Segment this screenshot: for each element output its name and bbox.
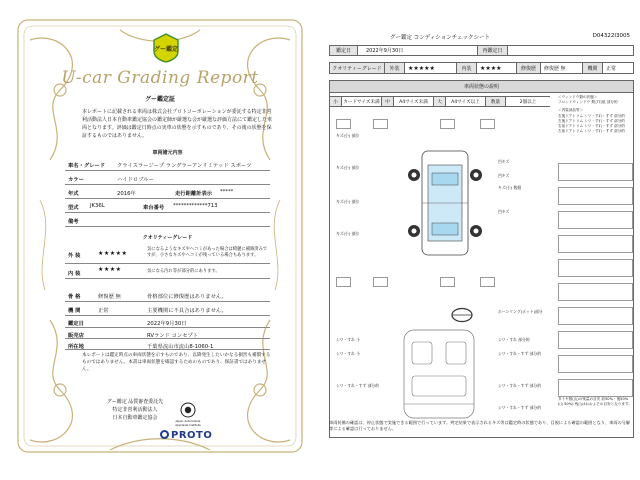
repair-label: 修復歴 (517, 63, 541, 73)
mileage-label: 走行距離計表示 (175, 191, 213, 197)
footer-row-address (65, 339, 270, 350)
damage-tag: シワ・すれ 小 (336, 351, 360, 356)
dealer-value: RVランド コンセプト (147, 333, 199, 339)
mechanical-key: 機 関 (68, 308, 81, 314)
repair-key: 骨 格 (68, 294, 81, 300)
notes-box (558, 163, 633, 181)
size-small-label: 小 (330, 97, 342, 106)
vehicle-status-panel (329, 80, 634, 438)
interior-note: 気になる汚れ等が部分的にあります。 (147, 269, 220, 274)
damage-tag: キズ(小) 部位 (336, 133, 360, 138)
proto-logo-text: PROTO (171, 430, 213, 441)
damage-tag: キズ(小) 数個 (498, 185, 522, 190)
tire-notes (558, 397, 634, 407)
field-row-year (65, 185, 270, 199)
size-legend-row (330, 96, 550, 107)
repair-note: 骨格部位に修復歴はありません。 (147, 294, 227, 300)
jaai-logo-icon (180, 402, 196, 418)
org-line: 特定非営利活動法人 (112, 407, 158, 413)
exterior-stars: ★★★★★ (98, 250, 128, 257)
right-notes (558, 95, 634, 134)
field-row-model (65, 199, 270, 213)
notes-box (558, 307, 633, 325)
panel-box (373, 277, 388, 287)
reappraisal-date-value (508, 46, 635, 55)
panel-box (440, 277, 455, 287)
car-top-diagram (390, 143, 500, 263)
panel-box (480, 277, 495, 287)
notes-box (558, 331, 633, 349)
quality-row-mechanical (65, 302, 270, 316)
exterior-label: 外装 (385, 63, 405, 73)
notes-box (558, 355, 633, 373)
damage-tag: シワ・すれ・すず 部分的 (498, 351, 542, 356)
vehicle-status-heading: 車両状態の説明 (330, 81, 633, 93)
note-line: 右後ドアトリム シワ・すれ・すず 部分的 (558, 113, 625, 118)
damage-tag: シワ・すれ 部分的 (498, 337, 530, 342)
footer-row-dealer (65, 328, 270, 339)
mileage-value: ***** (220, 189, 234, 195)
address-key: 所在地 (68, 344, 84, 350)
quality-row-repair (65, 288, 270, 302)
address-value: 千葉県流山市流山8-1060-1 (147, 344, 214, 350)
notes-box (558, 211, 633, 229)
field-row-name (65, 157, 270, 171)
size-large-desc: A4サイズ以上 (446, 97, 486, 106)
repair-status: 修復歴 無 (98, 294, 121, 300)
field-key: 備考 (68, 219, 79, 225)
badge-label: グー鑑定 (153, 46, 178, 53)
field-value: JK36L (90, 203, 105, 209)
org-line: 日本自動車鑑定協会 (112, 415, 158, 421)
date-value: 2022年9月30日 (147, 321, 187, 327)
damage-tag: キズ(小) 部位 (336, 231, 360, 236)
damage-tag: シワ・すれ 小 (336, 337, 360, 342)
organization-block (95, 398, 175, 422)
mechanical-label: 機関 (583, 63, 603, 73)
condition-check-sheet (320, 0, 640, 480)
panel-box (480, 119, 495, 129)
interior-stars: ★★★★ (98, 266, 122, 273)
dealer-key: 販売店 (68, 333, 84, 339)
field-value: ハイドロブルー (117, 177, 154, 183)
interior-key: 内 装 (68, 271, 81, 277)
note-line: ＜内装部品等＞ (558, 108, 584, 113)
interior-label: 内装 (457, 63, 477, 73)
field-row-color (65, 171, 270, 185)
damage-tag: 凹キズ (498, 173, 510, 178)
note-line: タイヤ数(山)の残量の目安 前50%・後50% (558, 397, 629, 401)
size-small-desc: カードサイズ未満 (342, 97, 382, 106)
sheet-header (320, 33, 640, 43)
field-key: 年式 (68, 191, 79, 197)
field-key: 車名・グレード (68, 163, 106, 169)
goo-appraisal-badge (151, 33, 181, 63)
note-line: (山 50%) 残山はおおよその目安となります。 (558, 402, 632, 407)
mechanical-status: 正常 (98, 308, 109, 314)
size-large-label: 大 (434, 97, 446, 106)
damage-tag: ホーンリング(ポット)部分 (498, 309, 543, 314)
note-line: 左前ドアトリム シワ・すれ・すず 部分的 (558, 129, 625, 134)
quality-label: クオリティーグレード (330, 63, 385, 73)
quantity-value: 2個以上 (519, 99, 537, 105)
notes-box (558, 187, 633, 205)
damage-tag: シワ・すれ・すず 部分的 (498, 405, 542, 410)
size-medium-label: 中 (382, 97, 394, 106)
notes-box (558, 259, 633, 277)
mechanical-value: 正常 (606, 65, 617, 72)
sheet-title: グー鑑定 コンディションチェックシート (390, 35, 491, 41)
notes-box (558, 283, 633, 301)
damage-tag: シワ・すれ・すず 部分的 (498, 383, 542, 388)
field-key: カラー (68, 177, 84, 183)
damage-tag: 凹キズ (498, 209, 510, 214)
quantity-label: 数量 (486, 97, 506, 106)
mechanical-note: 主要機関に不具合はありません。 (147, 308, 227, 314)
date-row (329, 45, 634, 56)
vehicle-section-heading: 車両諸元内容 (152, 150, 183, 156)
sheet-footer: 車両装備の確認は、停止状態で実施できる範囲で行っています。判定結果で表示されるキズ等は鑑定時の状態であり、目視による確認の範囲となり、車両の分解等による確認は行っておりません。 (329, 420, 631, 432)
repair-value: 修復歴 無 (541, 63, 583, 73)
quality-row-interior (65, 264, 270, 279)
interior-stars: ★★★★ (477, 63, 517, 73)
panel-box (440, 119, 455, 129)
proto-logo (160, 430, 212, 441)
damage-tag: シワ・すれ・すず 部分的 (336, 383, 380, 388)
damage-tag: キズ(小) 部位 (336, 199, 360, 204)
field-key: 型式 (68, 205, 79, 211)
exterior-stars: ★★★★★ (405, 63, 457, 73)
damage-tag: キズ(小) 部位 (336, 165, 360, 170)
damage-tag: 凹キズ (498, 159, 510, 164)
document-number: D04322I3005 (592, 33, 630, 39)
date-key: 鑑定日 (68, 321, 84, 327)
quality-section-heading: クオリティーグレード (142, 235, 193, 241)
jaai-label: Japan Automobile Appraisal Institute (175, 419, 201, 427)
field-row-remarks (65, 213, 270, 227)
chassis-value: *************713 (173, 203, 218, 209)
note-line: 左後ドアトリム シワ・すれ・すず 部分的 (558, 118, 625, 123)
note-line: ＜ウィンドウ類の状態＞ (558, 95, 598, 99)
reappraisal-date-label: 再鑑定日 (478, 46, 508, 55)
panel-box (336, 277, 351, 287)
certificate-title: U-car Grading Report (61, 68, 259, 88)
proto-mark-icon (160, 430, 169, 439)
footer-row-date (65, 316, 270, 328)
appraisal-date-label: 鑑定日 (330, 46, 358, 55)
certificate-disclaimer: 本レポートは鑑定時点の車両状態を示すものであり、以降発生したいかなる損害も補償するものではありません。本書は車両状態を確認するためのものであり、保証書ではありません。 (82, 353, 271, 372)
appraisal-date-value: 2022年9月30日 (358, 46, 478, 55)
quality-row (329, 62, 634, 74)
steering-wheel-icon (450, 307, 474, 323)
car-interior-diagram (394, 326, 484, 421)
exterior-note: 気になるようなキズやヘコミがあった場合は綺麗に補修済みですが、小さなキズやヘコミが残っている場合もあります。 (147, 247, 268, 258)
quality-row-exterior (65, 244, 270, 264)
notes-box (558, 235, 633, 253)
note-line: 右前ドアトリム シワ・すれ・すず 部分的 (558, 124, 625, 129)
notes-box (558, 379, 633, 397)
org-line: グー鑑定 品質審査委託先 (106, 399, 164, 405)
size-medium-desc: A4サイズ未満 (394, 97, 434, 106)
certificate-intro: 本レポートに記載される車両は株式会社プロトコーポレーションが委託する特定非営利活動法人日本自動車鑑定協会の鑑定師が厳選な会が厳選な評価方法にて鑑定した車両となります。評価は鑑定日時点の実車の状態を示すものであり、その後の状態を保証するものではありません。 (82, 109, 273, 139)
chassis-label: 車台番号 (143, 205, 165, 211)
field-value: クライスラージープ ラングラーアンリミテッド スポーツ (117, 163, 252, 169)
certificate-subtitle: グー鑑定証 (144, 96, 175, 103)
panel-box (336, 119, 351, 129)
note-line: フロントウィンドウ 飛び石痕 部分的 (558, 100, 618, 105)
panel-box (373, 119, 388, 129)
field-value: 2016年 (117, 191, 136, 197)
exterior-key: 外 装 (68, 253, 81, 259)
